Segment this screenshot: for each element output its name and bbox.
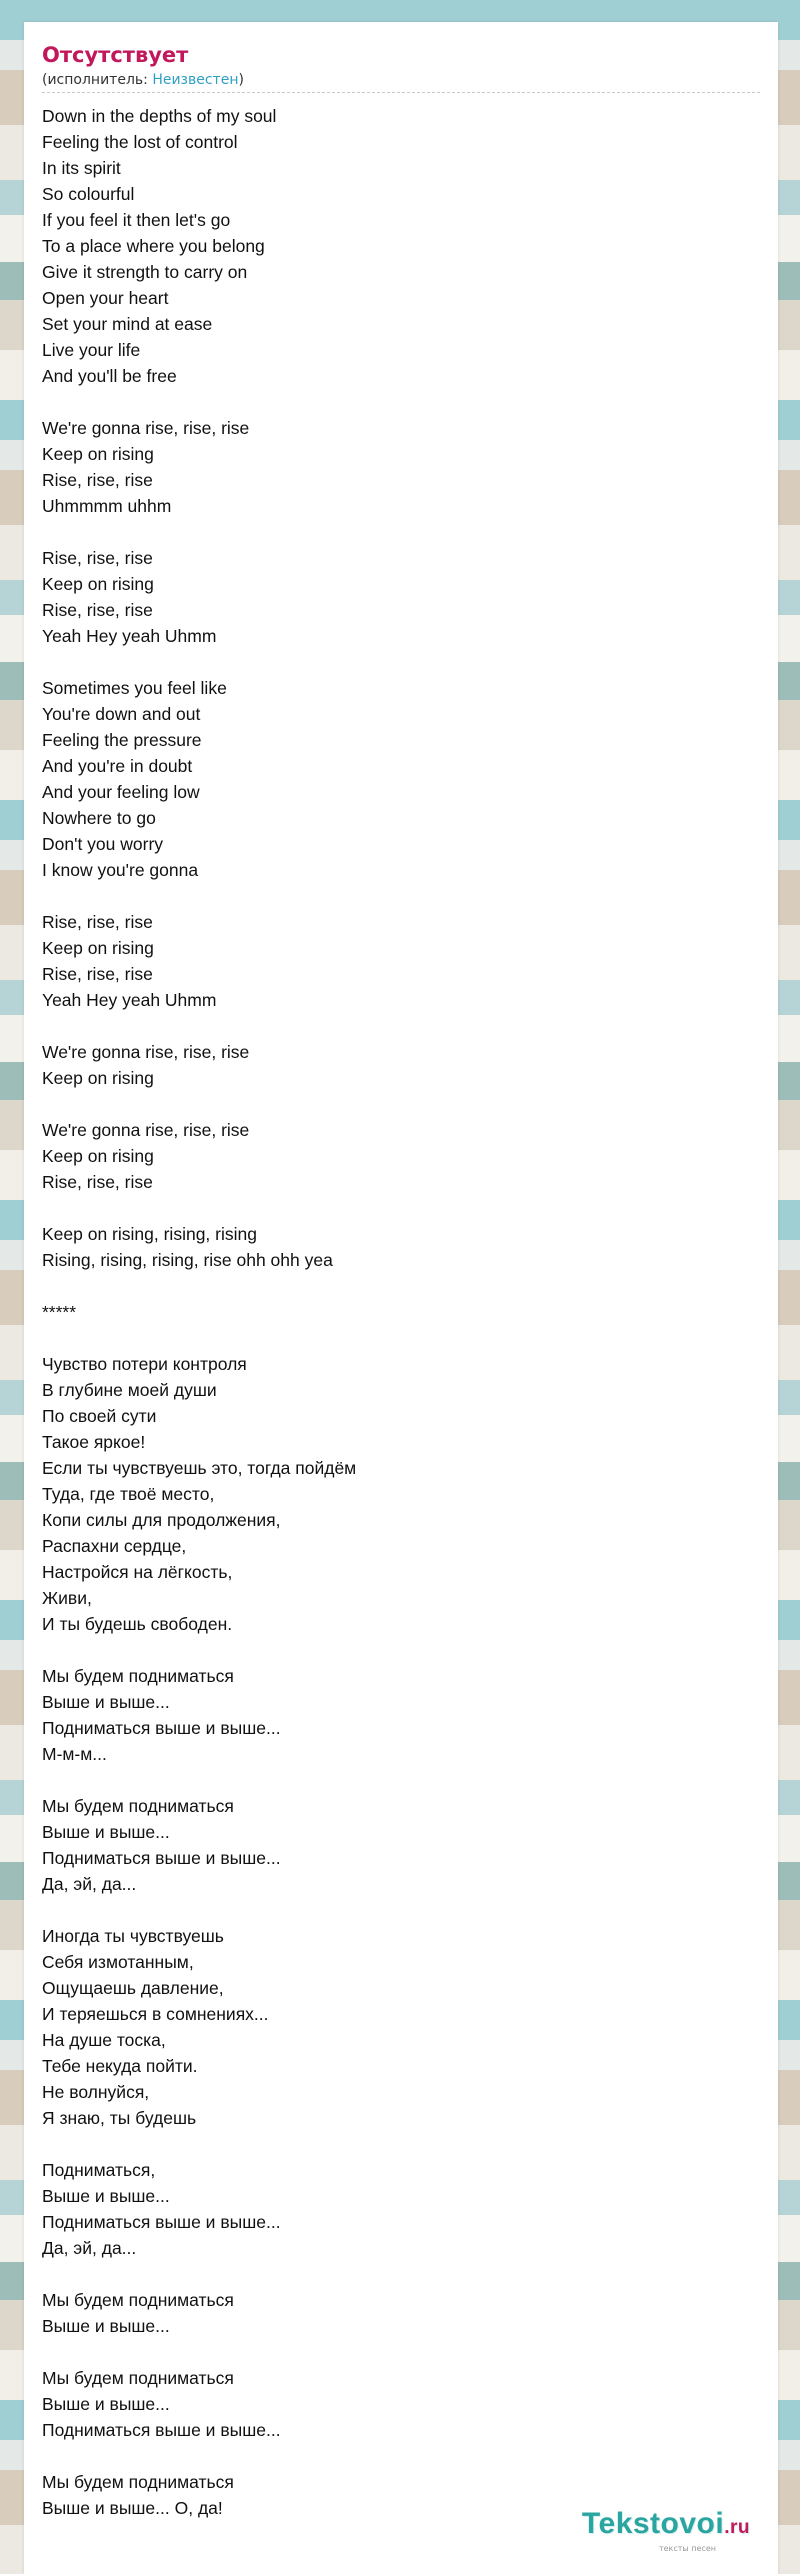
lyric-line: Keep on rising — [42, 444, 154, 464]
lyric-line: Rise, rise, rise — [42, 1172, 153, 1192]
logo-tagline: тексты песен — [658, 2544, 716, 2553]
logo-name: Tekstovoi — [581, 2507, 725, 2540]
lyric-line: We're gonna rise, rise, rise — [42, 418, 250, 438]
lyric-line: Nowhere to go — [42, 808, 156, 828]
lyric-line: Live your life — [42, 340, 141, 360]
artist-prefix: (исполнитель: — [42, 72, 153, 88]
lyric-line: Тебе некуда пойти. — [42, 2056, 198, 2076]
lyric-line: Выше и выше... — [42, 1692, 170, 1712]
lyric-line: Да, эй, да... — [42, 1874, 137, 1894]
lyric-line: Feeling the lost of control — [42, 132, 238, 152]
lyrics-text — [42, 103, 742, 2521]
lyric-line: If you feel it then let's go — [42, 210, 231, 230]
lyric-line: And you'll be free — [42, 366, 177, 386]
stanza-break — [42, 2443, 742, 2469]
lyric-line: Мы будем подниматься — [42, 2472, 234, 2492]
lyric-line: ***** — [42, 1302, 77, 1322]
artist-line — [42, 71, 244, 89]
lyric-line: На душе тоска, — [42, 2030, 166, 2050]
stanza-break — [42, 1273, 742, 1299]
lyric-line: Rise, rise, rise — [42, 470, 153, 490]
lyric-line: Подниматься выше и выше... — [42, 2420, 281, 2440]
stanza-break — [42, 2339, 742, 2365]
lyric-line: Rise, rise, rise — [42, 548, 153, 568]
lyric-line: Такое яркое! — [42, 1432, 146, 1452]
header-divider — [42, 92, 760, 93]
stanza-break — [42, 1897, 742, 1923]
lyric-line: И ты будешь свободен. — [42, 1614, 233, 1634]
lyric-line: Мы будем подниматься — [42, 1796, 234, 1816]
lyric-line: We're gonna rise, rise, rise — [42, 1042, 250, 1062]
lyric-line: Подниматься выше и выше... — [42, 1848, 281, 1868]
lyric-line: Настройся на лёгкость, — [42, 1562, 233, 1582]
stanza-break — [42, 1637, 742, 1663]
stanza-break — [42, 1325, 742, 1351]
lyric-line: Туда, где твоё место, — [42, 1484, 215, 1504]
lyric-line: Подниматься выше и выше... — [42, 1718, 281, 1738]
lyric-line: Выше и выше... — [42, 1822, 170, 1842]
site-logo[interactable] — [582, 2508, 750, 2554]
lyric-line: Give it strength to carry on — [42, 262, 248, 282]
stanza-break — [42, 519, 742, 545]
lyric-line: Uhmmmm uhhm — [42, 496, 172, 516]
lyric-line: Keep on rising, rising, rising — [42, 1224, 257, 1244]
lyric-line: In its spirit — [42, 158, 121, 178]
logo-tld: .ru — [724, 2517, 750, 2538]
lyric-line: Rise, rise, rise — [42, 912, 153, 932]
lyric-line: Выше и выше... — [42, 2394, 170, 2414]
lyric-line: М-м-м... — [42, 1744, 107, 1764]
lyric-line: Down in the depths of my soul — [42, 106, 277, 126]
stanza-break — [42, 1767, 742, 1793]
lyric-line: Распахни сердце, — [42, 1536, 187, 1556]
lyric-line: Мы будем подниматься — [42, 2290, 234, 2310]
song-title: Отсутствует — [42, 43, 189, 67]
stanza-break — [42, 1091, 742, 1117]
lyric-line: Подниматься, — [42, 2160, 156, 2180]
lyric-line: Rise, rise, rise — [42, 964, 153, 984]
lyric-line: Ощущаешь давление, — [42, 1978, 224, 1998]
lyric-line: Yeah Hey yeah Uhmm — [42, 990, 217, 1010]
lyric-line: Подниматься выше и выше... — [42, 2212, 281, 2232]
lyric-line: And you're in doubt — [42, 756, 193, 776]
lyric-line: We're gonna rise, rise, rise — [42, 1120, 250, 1140]
stanza-break — [42, 649, 742, 675]
lyric-line: Я знаю, ты будешь — [42, 2108, 197, 2128]
lyric-line: Set your mind at ease — [42, 314, 213, 334]
lyric-line: Feeling the pressure — [42, 730, 202, 750]
lyric-line: Open your heart — [42, 288, 169, 308]
lyric-line: Мы будем подниматься — [42, 2368, 234, 2388]
lyric-line: Живи, — [42, 1588, 92, 1608]
lyric-line: Keep on rising — [42, 938, 154, 958]
lyric-line: Sometimes you feel like — [42, 678, 227, 698]
lyric-line: В глубине моей души — [42, 1380, 217, 1400]
stanza-break — [42, 883, 742, 909]
lyric-line: And your feeling low — [42, 782, 200, 802]
lyric-line: Don't you worry — [42, 834, 164, 854]
lyric-line: You're down and out — [42, 704, 201, 724]
lyric-line: Yeah Hey yeah Uhmm — [42, 626, 217, 646]
lyrics-card — [24, 22, 778, 2574]
lyric-line: To a place where you belong — [42, 236, 265, 256]
lyric-line: Keep on rising — [42, 1146, 154, 1166]
lyric-line: So colourful — [42, 184, 135, 204]
lyric-line: Если ты чувствуешь это, тогда пойдём — [42, 1458, 357, 1478]
lyric-line: По своей сути — [42, 1406, 157, 1426]
lyric-line: Не волнуйся, — [42, 2082, 150, 2102]
lyric-line: Мы будем подниматься — [42, 1666, 234, 1686]
lyric-line: Чувство потери контроля — [42, 1354, 247, 1374]
lyric-line: Выше и выше... — [42, 2186, 170, 2206]
lyric-line: Keep on rising — [42, 574, 154, 594]
stanza-break — [42, 389, 742, 415]
stanza-break — [42, 1195, 742, 1221]
artist-link[interactable]: Неизвестен — [152, 72, 239, 88]
lyric-line: Выше и выше... — [42, 2316, 170, 2336]
lyric-line: Иногда ты чувствуешь — [42, 1926, 224, 1946]
lyric-line: Копи силы для продолжения, — [42, 1510, 281, 1530]
stanza-break — [42, 2131, 742, 2157]
lyric-line: Rising, rising, rising, rise ohh ohh yea — [42, 1250, 333, 1270]
lyric-line: I know you're gonna — [42, 860, 199, 880]
artist-suffix: ) — [238, 72, 244, 88]
stanza-break — [42, 1013, 742, 1039]
lyric-line: Себя измотанным, — [42, 1952, 194, 1972]
lyric-line: Keep on rising — [42, 1068, 154, 1088]
lyric-line: И теряешься в сомнениях... — [42, 2004, 269, 2024]
lyric-line: Rise, rise, rise — [42, 600, 153, 620]
lyric-line: Да, эй, да... — [42, 2238, 137, 2258]
stanza-break — [42, 2261, 742, 2287]
lyric-line: Выше и выше... О, да! — [42, 2498, 223, 2518]
